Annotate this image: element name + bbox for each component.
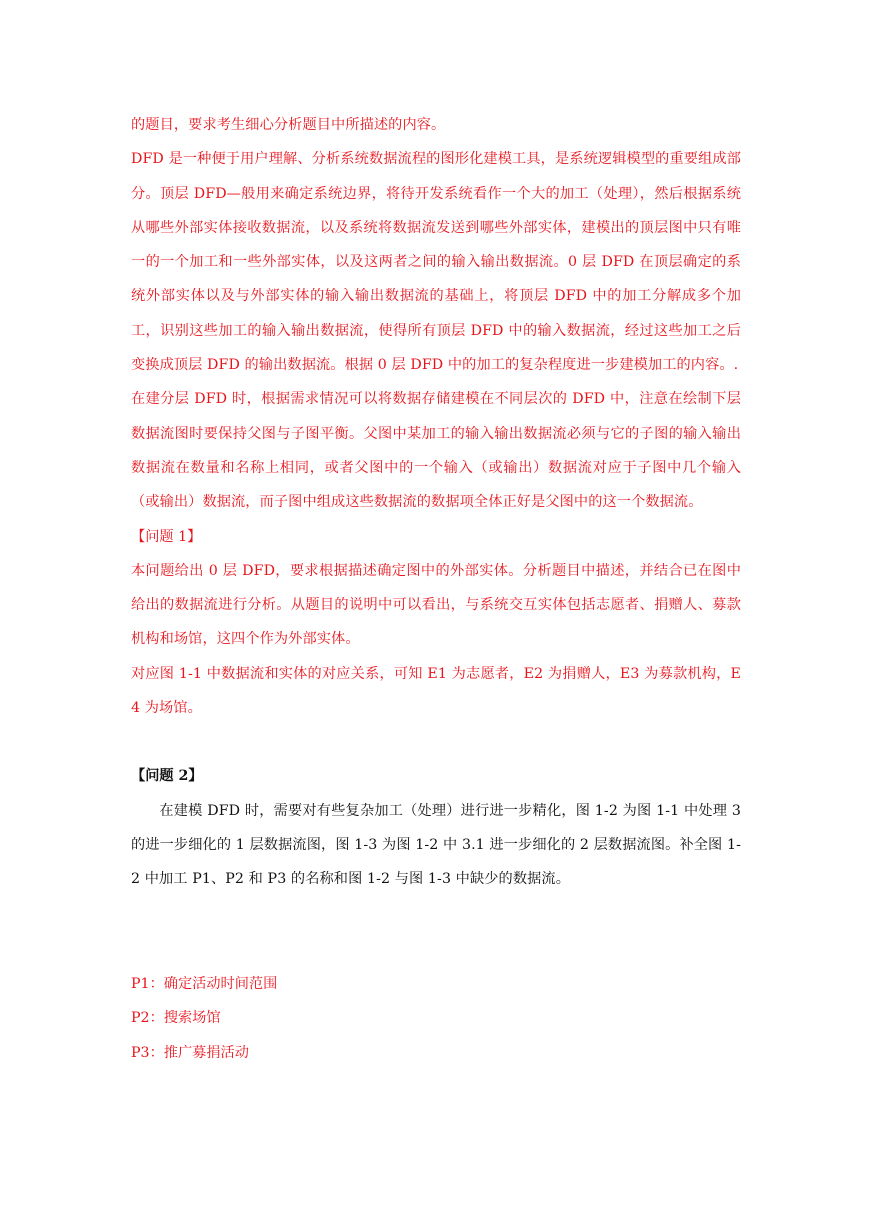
paragraph-question-1-answer: 对应图 1-1 中数据流和实体的对应关系，可知 E1 为志愿者，E2 为捐赠人，E3 为募款机构，E4 为场馆。 <box>131 665 741 717</box>
heading-question-1: 【问题 1】 <box>131 528 202 545</box>
document-body <box>131 108 741 1071</box>
paragraph-question-2-prompt: 在建模 DFD 时，需要对有些复杂加工（处理）进行进一步精化，图 1-2 为图 1-1 中处理 3 的进一步细化的 1 层数据流图，图 1-3 为图 1-2 中 3.1 进一步细化的 2 层数据流图。补全图 1-2 中加工 P1、P2 和 P3 的名称和图 1-2 与图 1-3 中缺少的数据流。 <box>131 802 741 888</box>
answer-p1: P1：确定活动时间范围 <box>131 975 278 992</box>
heading-question-2: 【问题 2】 <box>131 768 203 785</box>
paragraph-intro-tail: 的题目，要求考生细心分析题目中所描述的内容。 <box>131 117 446 133</box>
paragraph-dfd-overview: DFD 是一种便于用户理解、分析系统数据流程的图形化建模工具，是系统逻辑模型的重要组成部分。顶层 DFD—般用来确定系统边界，将待开发系统看作一个大的加工（处理），然后根据系统从哪些外部实体接收数据流，以及系统将数据流发送到哪些外部实体，建模出的顶层图中只有唯一的一个加工和一些外部实体，以及这两者之间的输入输出数据流。0 层 DFD 在顶层确定的系统外部实体以及与外部实体的输入输出数据流的基础上，将顶层 DFD 中的加工分解成多个加工，识别这些加工的输入输出数据流，使得所有顶层 DFD 中的输入数据流，经过这些加工之后变换成顶层 DFD 的输出数据流。根据 0 层 DFD 中的加工的复杂程度进一步建模加工的内容。. <box>131 151 741 374</box>
answer-p3: P3：推广募捐活动 <box>131 1045 249 1062</box>
spacer <box>131 725 741 759</box>
paragraph-question-1-analysis: 本问题给出 0 层 DFD，要求根据描述确定图中的外部实体。分析题目中描述，并结合已在图中给出的数据流进行分析。从题目的说明中可以看出，与系统交互实体包括志愿者、捐赠人、募款机构和场馆，这四个作为外部实体。 <box>131 562 741 648</box>
spacer <box>131 897 741 967</box>
paragraph-layered-dfd: 在建分层 DFD 时，根据需求情况可以将数据存储建模在不同层次的 DFD 中，注意在绘制下层数据流图时要保持父图与子图平衡。父图中某加工的输入输出数据流必须与它的子图的输入输出数据流在数量和名称上相同，或者父图中的一个输入（或输出）数据流对应于子图中几个输入（或输出）数据流，而子图中组成这些数据流的数据项全体正好是父图中的这一个数据流。 <box>131 391 741 511</box>
answer-p2: P2：搜索场馆 <box>131 1010 221 1027</box>
